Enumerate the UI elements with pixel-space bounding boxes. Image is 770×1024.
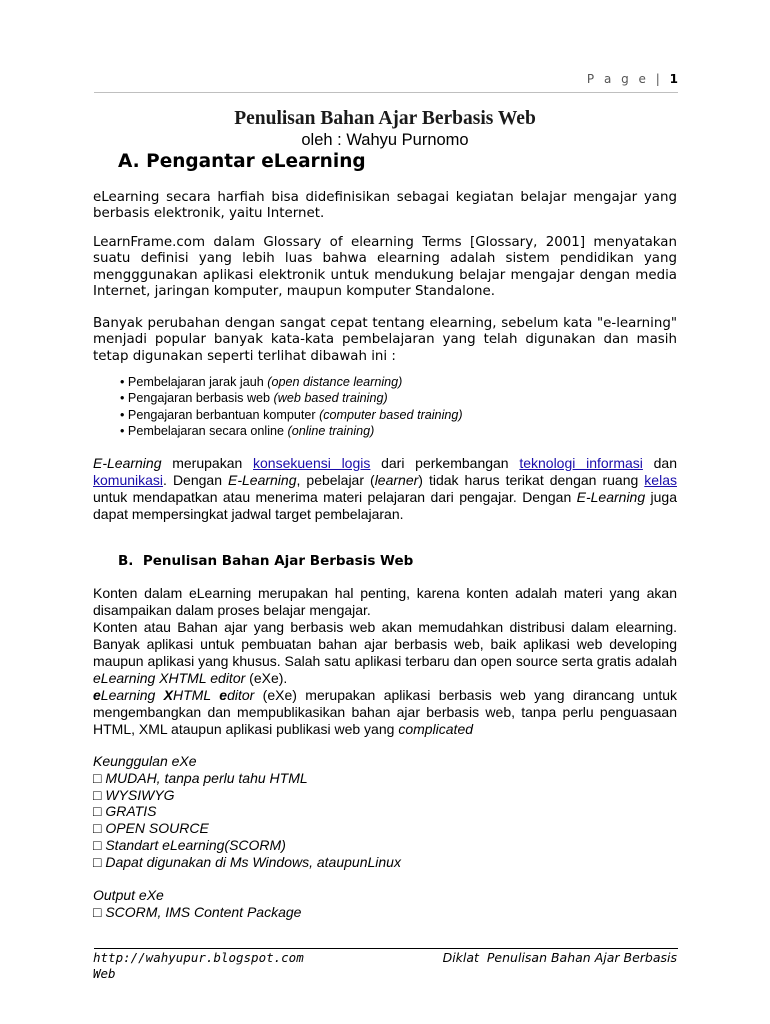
section-a-heading: A. Pengantar eLearning <box>118 151 366 172</box>
paragraph-text: Banyak perubahan dengan sangat cepat tentang elearning, sebelum kata "e-learning" menjadi popular banyak kata-kata pembelajaran yang telah digunakan dan masih tetap digunakan seperti terlihat dibawah ini : <box>93 316 677 364</box>
list-item: • Pengajaran berbasis web (web based training) <box>120 391 388 406</box>
section-b-heading: B. Penulisan Bahan Ajar Berbasis Web <box>118 553 414 569</box>
page-number: 1 <box>669 72 678 86</box>
document-author: oleh : Wahyu Purnomo <box>301 131 469 149</box>
section-b-paragraph-1: Konten dalam eLearning merupakan hal penting, karena konten adalah materi yang akan disampaikan dalam proses belajar mengajar. <box>93 585 677 618</box>
footer-url: http://wahyupur.blogspot.com Web <box>93 950 304 981</box>
paragraph-text: eLearning secara harfiah bisa didefinisikan sebagai kegiatan belajar mengajar yang berbasis elektronik, yaitu Internet. <box>93 190 677 222</box>
section-a-paragraph-3 <box>93 316 677 365</box>
list-item: □ SCORM, IMS Content Package <box>93 903 302 920</box>
section-a-paragraph-1 <box>93 190 677 223</box>
section-b-paragraph-3: eLearning XHTML editor (eXe) merupakan aplikasi berbasis web yang dirancang untuk mengembangkan dan mempublikasikan bahan ajar berbasis web, tanpa perlu penguasaan HTML, XML ataupun aplikasi publikasi web yang complicated <box>93 687 677 737</box>
training-term-list <box>120 374 463 440</box>
advantages-list <box>93 753 401 871</box>
page-header <box>94 72 678 93</box>
section-a-paragraph-4 <box>93 455 677 523</box>
output-title: Output eXe <box>93 887 164 903</box>
paragraph-text: LearnFrame.com dalam Glossary of elearning Terms [Glossary, 2001] menyatakan suatu definisi yang lebih luas bahwa elearning adalah sistem pendidikan yang mengggunakan aplikasi elektronik untuk mendukung belajar mengajar dengan media Internet, jaringan komputer, maupun komputer Standalone. <box>93 235 677 300</box>
advantages-title: Keunggulan eXe <box>93 753 197 769</box>
link-kelas[interactable]: kelas <box>644 472 677 488</box>
list-item: • Pembelajaran jarak jauh (open distance learning) <box>120 375 403 389</box>
section-a-paragraph-2 <box>93 235 677 301</box>
page-separator: | <box>655 72 663 86</box>
footer-course: Diklat Penulisan Bahan Ajar Berbasis <box>442 950 677 965</box>
document-title: Penulisan Bahan Ajar Berbasis Web <box>234 108 536 129</box>
list-item: □ OPEN SOURCE <box>93 820 209 837</box>
list-item: □ MUDAH, tanpa perlu tahu HTML <box>93 769 308 786</box>
list-item: • Pengajaran berbantuan komputer (computer based training) <box>120 407 463 422</box>
link-komunikasi[interactable]: komunikasi <box>93 472 164 488</box>
list-item: □ GRATIS <box>93 803 157 820</box>
list-item: • Pembelajaran secara online (online training) <box>120 424 375 439</box>
list-item: □ Standart eLearning(SCORM) <box>93 836 286 853</box>
output-list <box>93 887 301 921</box>
section-b-paragraph-2: Konten atau Bahan ajar yang berbasis web akan memudahkan distribusi dalam elearning. Banyak aplikasi untuk pembuatan bahan ajar berbasis web, baik aplikasi web developing maupun aplikasi yang khusus. Salah satu aplikasi terbaru dan open source serta gratis adalah eLearning XHTML editor (eXe). <box>93 619 677 686</box>
paragraph-text: E-Learning merupakan konsekuensi logis dari perkembangan teknologi informasi dan komunikasi. Dengan E-Learning, pebelajar (learner) tidak harus terikat dengan ruang kelas untuk mendapatkan atau menerima materi pelajaran dari pengajar. Dengan E-Learning juga dapat mempersingkat jadwal target pembelajaran. <box>93 455 678 522</box>
page-label: P a g e <box>586 72 649 86</box>
section-b-body <box>93 585 677 738</box>
list-item: □ Dapat digunakan di Ms Windows, ataupunLinux <box>93 853 401 870</box>
link-konsekuensi-logis[interactable]: konsekuensi logis <box>253 455 371 471</box>
link-teknologi-informasi[interactable]: teknologi informasi <box>519 455 643 471</box>
list-item: □ WYSIWYG <box>93 786 175 803</box>
footer-divider <box>94 948 678 949</box>
